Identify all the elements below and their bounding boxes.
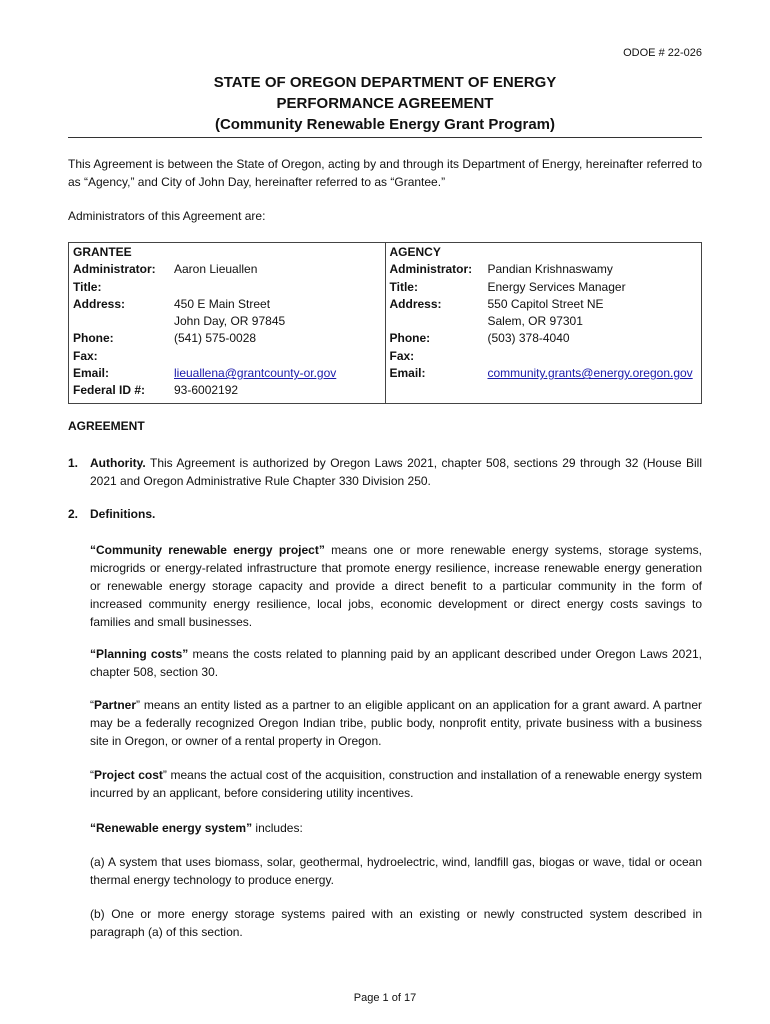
definition-open-quote: “ [90,768,94,782]
header-line-program: (Community Renewable Energy Grant Program) [214,116,556,133]
section-2-number: 2. [68,507,79,521]
definition-partner [90,696,702,750]
definition-text: means one or more renewable energy systems, storage systems, microgrids or energy-related infrastructure that promote energy resilience, increase renewable energy generation or renewable energy storage capacity and provide a direct benefit to a particular community in the form of increased community energy resilience, local jobs, economic development or direct energy costs savings to families and small businesses. [90,543,702,629]
definition-text: ” means an entity listed as a partner to an eligible applicant on an application for a grant award. A partner may be a federally recognized Oregon Indian tribe, public body, nonprofit entity, private business with a business site in Oregon, or owner of a rental property in Oregon. [90,698,702,748]
definition-open-quote: “ [90,698,94,712]
grantee-email-label: Email: [73,366,110,381]
grantee-phone-label: Phone: [73,331,114,346]
definition-paragraph-b [90,905,702,941]
section-1-title: Authority. [90,456,146,470]
agency-email-label: Email: [389,366,426,381]
grantee-column [69,243,386,404]
agency-phone-label: Phone: [389,331,431,346]
agency-heading: AGENCY [389,245,441,259]
grantee-title [174,279,381,296]
grantee-administrator-label: Administrator: [73,262,156,277]
agency-title: Energy Services Manager [487,279,626,294]
agency-email-link[interactable]: community.grants@energy.oregon.gov [487,366,693,381]
section-2-title: Definitions. [90,507,156,521]
definition-text: ” means the actual cost of the acquisition, construction and installation of a renewable energy system incurred by an applicant, before considering utility incentives. [90,768,702,800]
header-line-agency: STATE OF OREGON DEPARTMENT OF ENERGY [213,74,557,91]
administrators-label: Administrators of this Agreement are: [68,209,266,223]
grantee-fax-label: Fax: [73,348,98,363]
grantee-address-line2: John Day, OR 97845 [174,314,286,329]
grantee-title-label: Title: [73,279,102,294]
definition-term: “Renewable energy system” [90,821,253,835]
grantee-address-line1: 450 E Main Street [174,296,271,311]
document-header [68,72,702,135]
definition-term: Project cost [94,768,163,782]
agency-fax-label: Fax: [389,348,415,363]
section-authority [68,454,702,490]
agreement-heading: AGREEMENT [68,419,145,433]
agency-column [385,243,702,404]
grantee-heading: GRANTEE [73,245,132,259]
agency-address-line2: Salem, OR 97301 [487,314,583,329]
grantee-federal-id: 93-6002192 [174,383,239,398]
definition-project-cost [90,766,702,802]
section-1-number: 1. [68,456,79,470]
grantee-administrator: Aaron Lieuallen [174,262,258,277]
section-1-text: This Agreement is authorized by Oregon Laws 2021, chapter 508, sections 29 through 32 (House Bill 2021 and Oregon Administrative Rule Chapter 330 Division 250. [90,456,702,488]
section-definitions [68,505,702,523]
definition-term: “Community renewable energy project” [90,543,325,557]
agency-administrator: Pandian Krishnaswamy [487,262,613,277]
agency-address-line1: 550 Capitol Street NE [487,296,604,311]
agency-administrator-label: Administrator: [389,262,473,277]
agency-phone: (503) 378-4040 [487,331,570,346]
definition-text: means the costs related to planning paid by an applicant described under Oregon Laws 2021, chapter 508, section 30. [90,647,702,679]
grantee-phone: (541) 575-0028 [174,331,257,346]
intro-paragraph: This Agreement is between the State of Oregon, acting by and through its Department of Energy, hereinafter referred to as “Agency,” and City of John Day, hereinafter referred to as “Grantee.” [68,157,702,189]
administrators-table [68,242,702,404]
definition-community-project [90,541,702,631]
header-line-title: PERFORMANCE AGREEMENT [276,95,494,112]
definition-term: “Planning costs” [90,647,189,661]
header-divider [68,137,702,138]
agency-fax [488,348,698,365]
grantee-federal-id-label: Federal ID #: [73,383,146,398]
definition-planning-costs [90,645,702,681]
grantee-email-link[interactable]: lieuallena@grantcounty-or.gov [174,366,337,381]
definition-renewable-system [90,819,702,837]
definition-text: (a) A system that uses biomass, solar, geothermal, hydroelectric, wind, landfill gas, biogas or wave, tidal or ocean thermal energy technology to produce energy. [90,855,702,887]
agency-address-label: Address: [389,296,442,311]
definition-paragraph-a [90,853,702,889]
page-number: Page 1 of 17 [353,992,417,1004]
definition-term: Partner [94,698,137,712]
definition-text: includes: [252,821,303,835]
agency-title-label: Title: [389,279,418,294]
grantee-fax [174,348,381,365]
document-reference: ODOE # 22-026 [623,47,702,59]
grantee-address-label: Address: [73,296,126,311]
definition-text: (b) One or more energy storage systems paired with an existing or newly constructed system described in paragraph (a) of this section. [90,907,702,939]
